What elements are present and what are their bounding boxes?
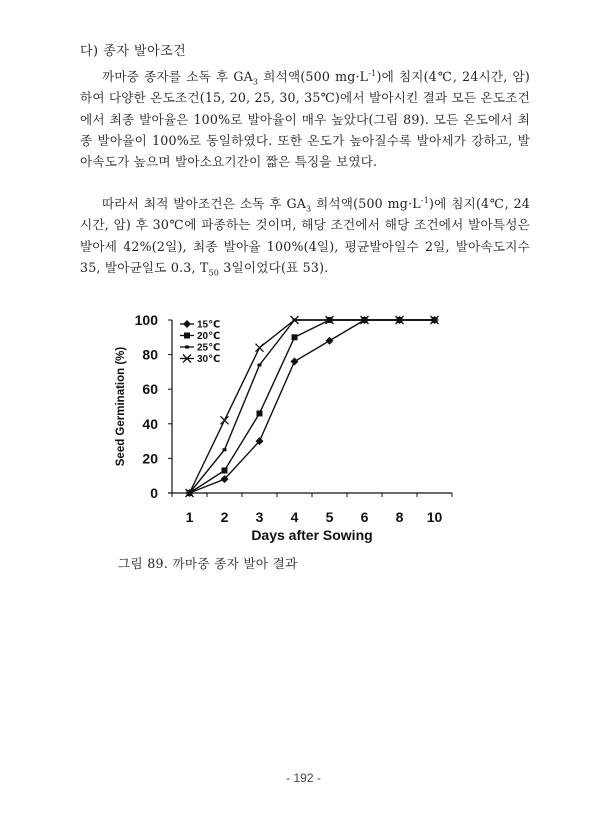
y-tick-label: 100	[134, 312, 158, 328]
y-axis-label: Seed Germination (%)	[115, 346, 127, 467]
data-point-marker	[291, 358, 299, 366]
x-axis-label: Days after Sowing	[251, 527, 373, 543]
x-tick-label: 2	[220, 509, 229, 525]
page-number: - 192 -	[286, 771, 321, 785]
data-point-marker	[257, 410, 263, 416]
x-tick-label: 10	[426, 509, 443, 525]
data-point-marker	[326, 337, 334, 345]
legend-marker	[184, 333, 190, 339]
y-tick-label: 80	[142, 346, 158, 363]
x-tick-label: 6	[360, 509, 369, 525]
y-tick-label: 20	[142, 450, 158, 467]
data-point-marker	[292, 334, 298, 340]
x-tick-label: 4	[290, 509, 299, 525]
legend-label: 15℃	[197, 319, 221, 331]
x-tick-label: 8	[395, 509, 404, 525]
x-tick-label: 5	[325, 509, 334, 525]
y-tick-label: 60	[142, 381, 158, 398]
legend-marker	[183, 320, 191, 328]
x-tick-label: 3	[255, 509, 264, 525]
y-tick-label: 0	[150, 485, 158, 501]
series-line-20c	[190, 320, 435, 493]
paragraph-1: 까마중 종자를 소독 후 $GA_3$ 희석액(500 $mg\cdot L^{-1}$)에 침지(4℃, 24시간, 암)하여 다양한 온도조건(15, 20, 25, 30, 35℃)에서 발아시킨 결과 모든 온도조건에서 최종 발아율은 100%로 발아율이 매우 높았다(그림 89). 모든 온도에서 최종 발아율이 100%로 동일하였다. 또한 온도가 높아질수록 발아세가 강하고, 발아속도가 높으며 발아소요기간이 짧은 특징을 보였다.	[80, 68, 530, 170]
paragraph-2: 따라서 최적 발아조건은 소독 후 $GA_3$ 희석액(500 $mg\cdot L^{-1}$)에 침지(4℃, 24시간, 암) 후 30℃에 파종하는 것이며, 해당 조건에서 해당 조건에서 발아특성은 발아세 42%(2일), 최종 발아율 100%(4일), 평균발아일수 2일, 발아속도지수 35, 발아균일도 0.3, $T_{50}$ 3일이었다(표 53).	[80, 195, 530, 278]
germination-chart	[100, 300, 480, 550]
data-point-marker	[223, 448, 227, 451]
x-tick-label: 1	[185, 509, 194, 525]
legend-label: 30℃	[197, 354, 221, 365]
data-point-marker	[222, 468, 228, 474]
legend-label: 20℃	[197, 331, 221, 342]
y-tick-label: 40	[142, 415, 158, 432]
legend-marker	[185, 346, 189, 349]
figure-caption: 그림 89. 까마중 종자 발아 결과	[118, 556, 298, 571]
section-heading: 다) 종자 발아조건	[80, 44, 187, 59]
data-point-marker	[258, 363, 262, 366]
legend-label: 25℃	[197, 342, 221, 354]
